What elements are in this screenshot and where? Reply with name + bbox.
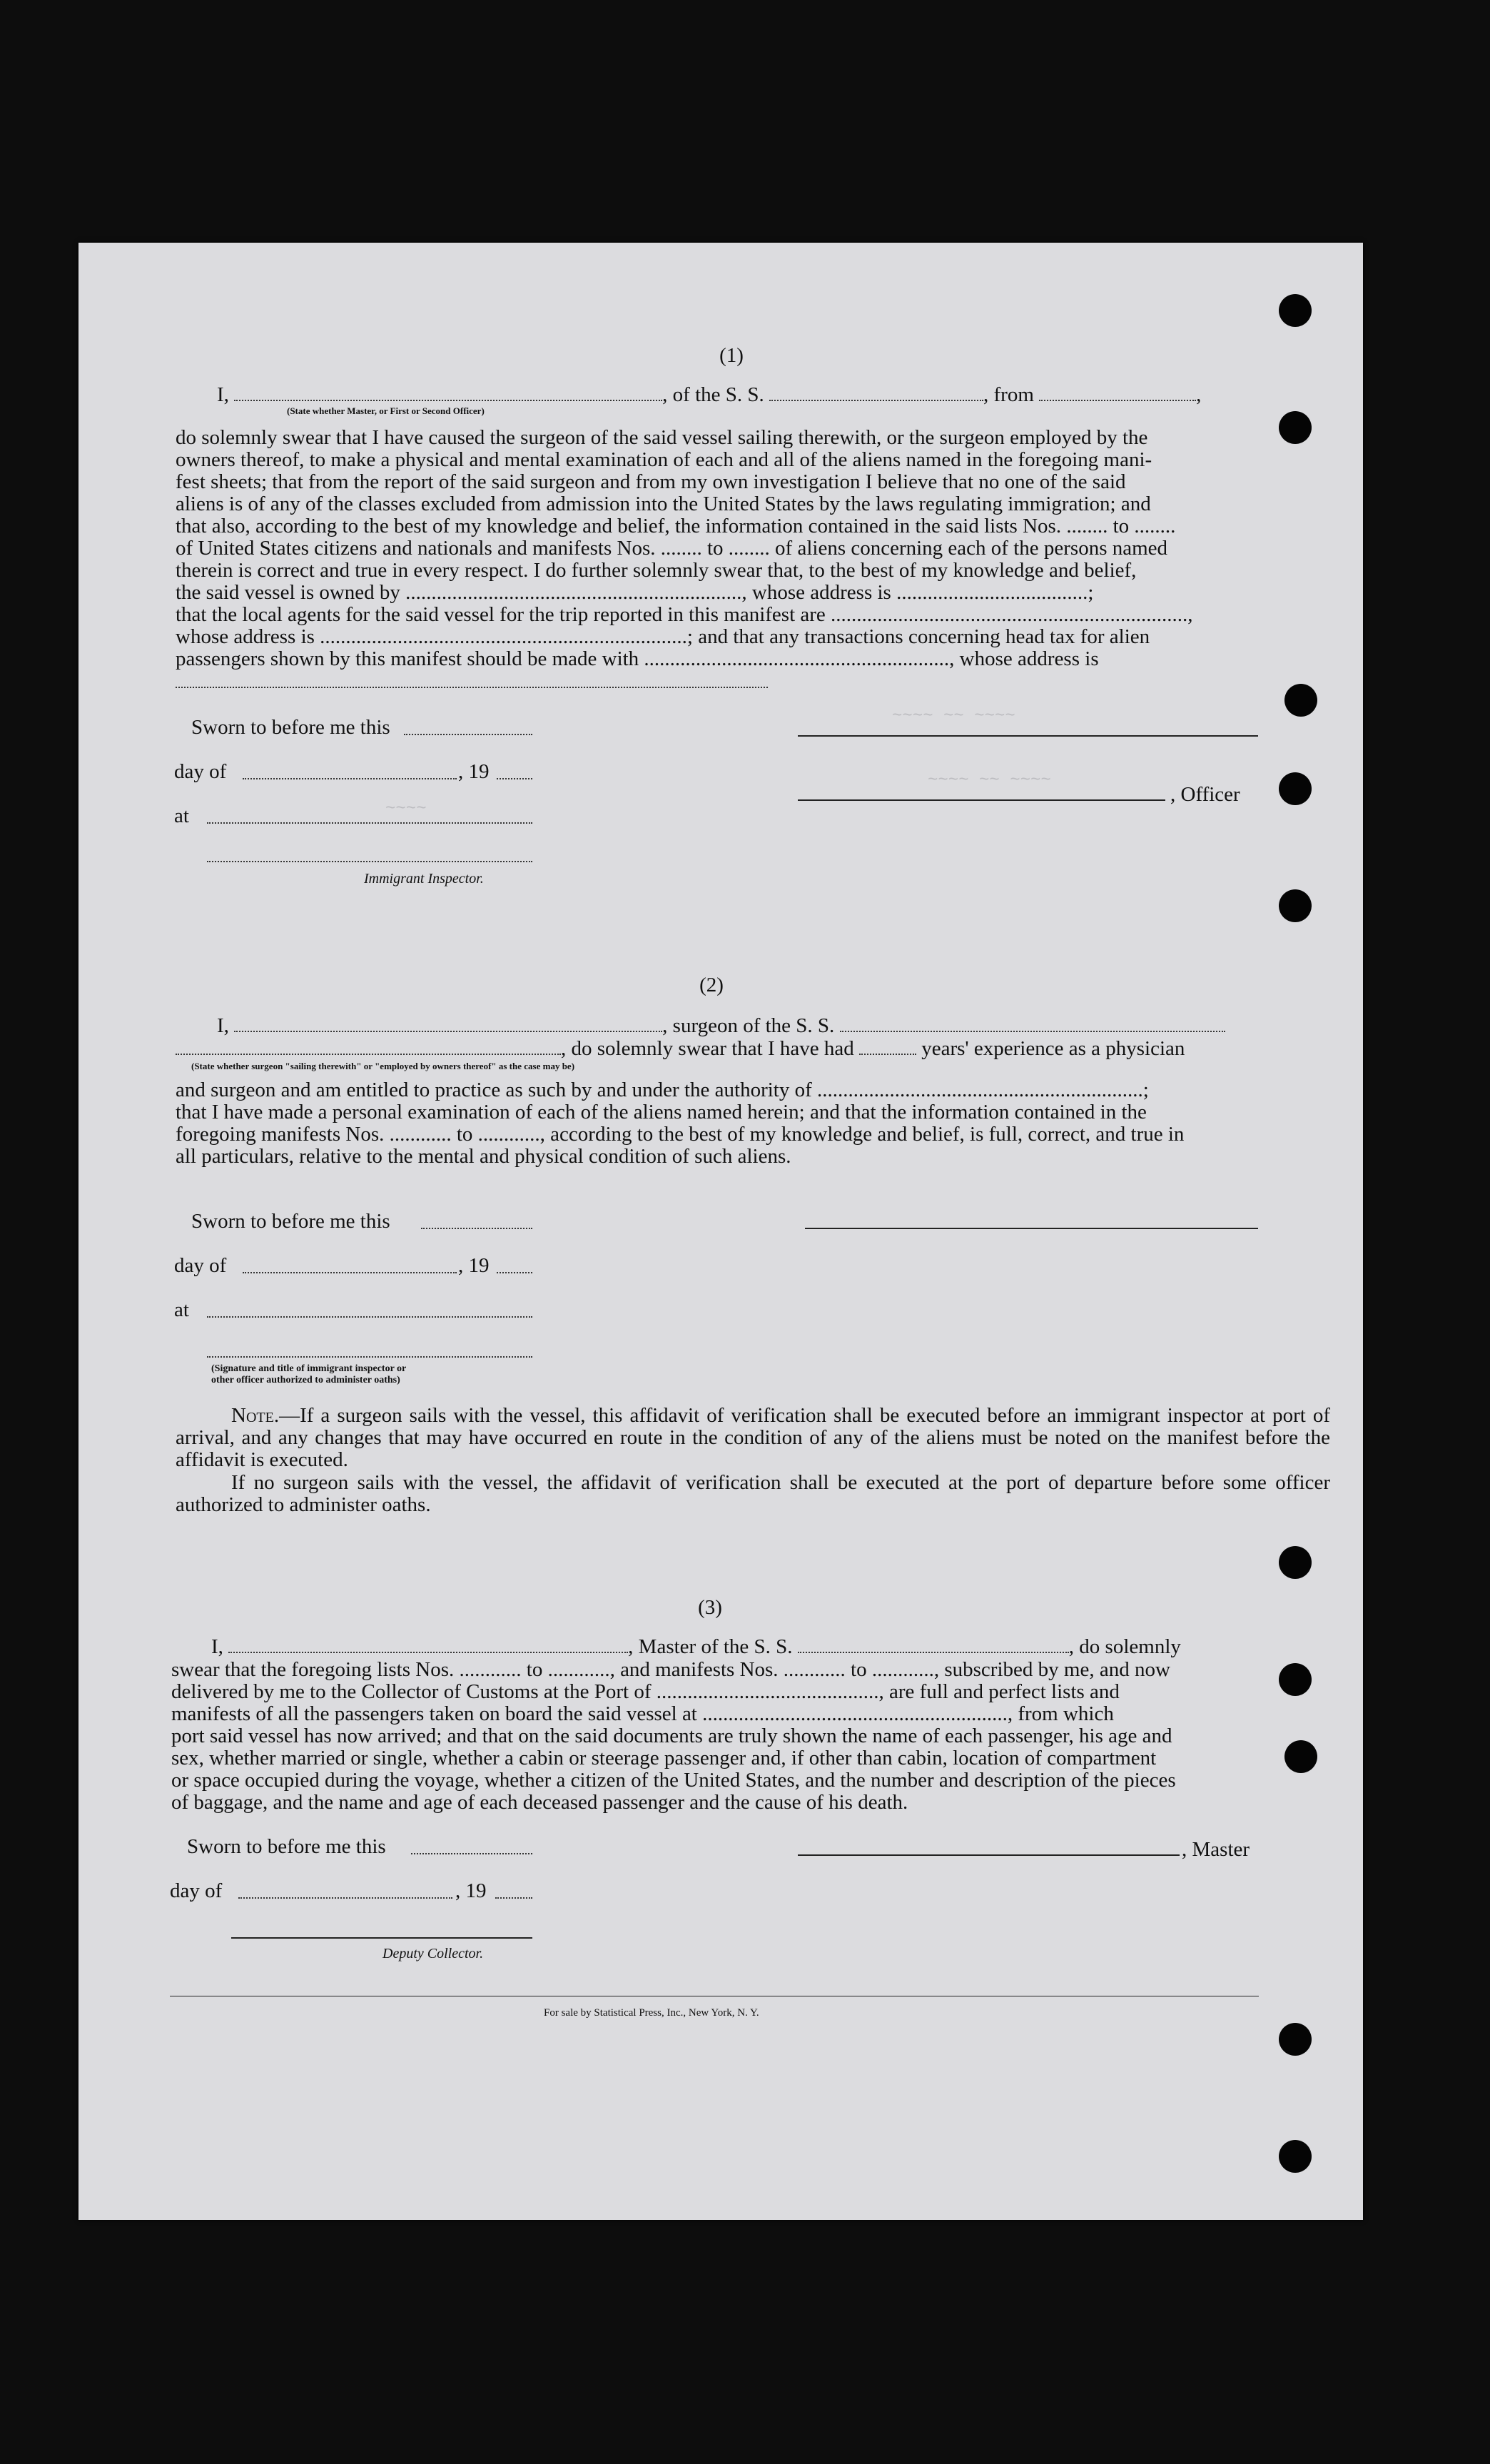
punch-hole: [1279, 294, 1312, 327]
sworn-month-blank[interactable]: [238, 1897, 452, 1899]
section-3-line: port said vessel has now arrived; and that on the said documents are truly shown the name of each passenger, his age and: [171, 1725, 1172, 1747]
section-2-line: foregoing manifests Nos. ............ to ............, according to the best of my knowledge and belief, is full, correct, and true in: [176, 1123, 1185, 1146]
section-2-line: all particulars, relative to the mental and physical condition of such aliens.: [176, 1145, 791, 1168]
vessel-name-blank[interactable]: [769, 385, 983, 401]
section-1-line: that the local agents for the said vessel for the trip reported in this manifest are .....................................................................,: [176, 603, 1193, 626]
bleed-through-text: ~~~~ ~~ ~~~~: [892, 707, 1015, 726]
sworn-day-blank[interactable]: [421, 1228, 532, 1229]
section-1-line: whose address is .......................................................................; and that any transactions concerning head tax for alien: [176, 625, 1150, 648]
note-text-2: If no surgeon sails with the vessel, the affidavit of verification shall be executed at the port of departure before some officer authorized to administer oaths.: [176, 1471, 1330, 1516]
officer-signature-blank[interactable]: [207, 1356, 532, 1358]
officer-note: (State whether Master, or First or Second Officer): [287, 405, 485, 416]
section-1-of-ss: , of the S. S.: [662, 383, 764, 406]
surgeon-capacity-blank[interactable]: [176, 1039, 561, 1055]
section-2-swear-line: [176, 1038, 1330, 1060]
collector-signature-line[interactable]: [231, 1937, 532, 1939]
section-2-sworn: Sworn to before me this: [191, 1210, 390, 1233]
section-2-years: years' experience as a physician: [921, 1037, 1185, 1060]
section-1-sworn: Sworn to before me this: [191, 716, 390, 739]
section-2-line: and surgeon and am entitled to practice as such by and under the authority of ...............................................................;: [176, 1079, 1149, 1101]
section-2-opening-line: [217, 1015, 1330, 1037]
years-experience-blank[interactable]: [859, 1039, 916, 1055]
collector-caption: Deputy Collector.: [382, 1946, 484, 1961]
section-3-line: sex, whether married or single, whether a cabin or steerage passenger and, if other than cabin, location of compartment: [171, 1747, 1157, 1769]
master-vessel-blank[interactable]: [798, 1637, 1069, 1653]
punch-hole: [1279, 2140, 1312, 2173]
sworn-day-blank[interactable]: [411, 1853, 532, 1854]
surgeon-note-paragraph: [176, 1405, 1330, 1471]
manifest-affidavit-page: [78, 243, 1363, 2220]
punch-hole: [1284, 684, 1317, 717]
section-1-line: aliens is of any of the classes excluded from admission into the United States by the laws regulating immigration; and: [176, 493, 1151, 515]
sworn-year-blank[interactable]: [497, 1272, 532, 1273]
surgeon-vessel-blank[interactable]: [840, 1016, 1225, 1032]
section-1-body: [176, 427, 1330, 670]
bleed-through-text: ~~~~ ~~ ~~~~: [928, 771, 1051, 790]
officer-signature-line[interactable]: [798, 799, 1165, 801]
sworn-place-blank[interactable]: [207, 1316, 532, 1318]
section-3-day-of: day of: [170, 1879, 223, 1902]
note-text: —If a surgeon sails with the vessel, this affidavit of verification shall be executed before an immigrant inspector at port of arrival, and any changes that may have occurred en route in the condition of any of the aliens must be noted on the manifest before the affidavit is executed.: [176, 1404, 1330, 1471]
section-2-day-of: day of: [174, 1254, 227, 1277]
section-3-year: , 19: [455, 1879, 487, 1902]
inspector-caption: Immigrant Inspector.: [364, 871, 484, 887]
section-2-swear: , do solemnly swear that I have had: [561, 1037, 854, 1060]
section-2-body: [176, 1079, 1330, 1168]
section-1-opening: I,: [217, 383, 229, 406]
note-label: Note.: [231, 1404, 280, 1427]
section-1-line: owners thereof, to make a physical and mental examination of each and all of the aliens named in the foregoing mani-: [176, 448, 1152, 471]
section-3-master-of: , Master of the S. S.: [628, 1635, 793, 1658]
agent-address-blank[interactable]: [176, 687, 768, 688]
section-1-from: , from: [983, 383, 1034, 406]
master-name-blank[interactable]: [228, 1637, 628, 1653]
section-3-opening: I,: [211, 1635, 223, 1658]
punch-hole: [1279, 889, 1312, 922]
surgeon-note: (State whether surgeon "sailing therewith" or "employed by owners thereof" as the case may be): [191, 1061, 575, 1071]
sworn-day-blank[interactable]: [404, 734, 532, 735]
section-1-line: that also, according to the best of my knowledge and belief, the information contained in the said lists Nos. ........ to ........: [176, 515, 1176, 537]
section-3-line: delivered by me to the Collector of Customs at the Port of ..........................................., are full and perfect lists and: [171, 1680, 1120, 1703]
section-2-opening: I,: [217, 1014, 229, 1037]
section-3-sworn: Sworn to before me this: [187, 1835, 386, 1858]
section-1-number: (1): [719, 344, 744, 367]
section-1-line: fest sheets; that from the report of the said surgeon and from my own investigation I believe that no one of the said: [176, 470, 1126, 493]
section-1-line: the said vessel is owned by ................................................................., whose address is .....................................;: [176, 581, 1094, 604]
inspector-signature-blank[interactable]: [207, 861, 532, 862]
section-3-line: swear that the foregoing lists Nos. ............ to ............, and manifests Nos. ............ to ............, subscribed by me, and now: [171, 1658, 1170, 1681]
section-3-line: of baggage, and the name and age of each deceased passenger and the cause of his death.: [171, 1791, 908, 1814]
port-from-blank[interactable]: [1039, 385, 1196, 401]
master-signature-line[interactable]: [798, 1854, 1180, 1856]
sworn-month-blank[interactable]: [243, 778, 457, 779]
sworn-month-blank[interactable]: [243, 1272, 457, 1273]
surgeon-note-paragraph-2: [176, 1472, 1330, 1516]
section-1-opening-line: I, , of the S. S. , from ,: [217, 383, 1202, 406]
section-1-at: at: [174, 804, 189, 827]
sworn-year-blank[interactable]: [497, 778, 532, 779]
bleed-through-text: ~~~~: [385, 799, 427, 819]
section-1-day-of: day of: [174, 760, 227, 783]
section-3-line: or space occupied during the voyage, whether a citizen of the United States, and the number and description of the pieces: [171, 1769, 1176, 1792]
officer-name-blank[interactable]: [234, 385, 662, 401]
section-3-opening-line: [211, 1636, 1330, 1658]
punch-hole: [1279, 2023, 1312, 2056]
section-1-line: therein is correct and true in every respect. I do further solemnly swear that, to the best of my knowledge and belief,: [176, 559, 1137, 582]
section-1-line: of United States citizens and nationals and manifests Nos. ........ to ........ of aliens concerning each of the persons named: [176, 537, 1168, 560]
signature-caption: (Signature and title of immigrant inspector or: [211, 1363, 407, 1374]
section-3-body: [171, 1659, 1330, 1814]
section-2-line: that I have made a personal examination of each of the aliens named herein; and that the information contained in the: [176, 1101, 1147, 1124]
punch-hole: [1279, 772, 1312, 805]
signature-caption: other officer authorized to administer oaths): [211, 1375, 400, 1385]
surgeon-name-blank[interactable]: [234, 1016, 662, 1032]
printer-footer: For sale by Statistical Press, Inc., New York, N. Y.: [544, 2007, 759, 2019]
section-2-year: , 19: [458, 1254, 490, 1277]
master-label: , Master: [1182, 1838, 1250, 1861]
section-3-solemnly: , do solemnly: [1068, 1635, 1181, 1658]
section-3-number: (3): [698, 1596, 722, 1619]
officer-label: , Officer: [1170, 783, 1240, 806]
section-2-at: at: [174, 1298, 189, 1321]
surgeon-signature-line[interactable]: [805, 1228, 1258, 1229]
section-1-line: do solemnly swear that I have caused the surgeon of the said vessel sailing therewith, or the surgeon employed by the: [176, 426, 1148, 449]
punch-hole: [1279, 1546, 1312, 1579]
section-3-line: manifests of all the passengers taken on board the said vessel at ..........................................................., from which: [171, 1702, 1114, 1725]
section-1-line: passengers shown by this manifest should be made with ..........................................................., whose address is: [176, 647, 1099, 670]
section-1-year: , 19: [458, 760, 490, 783]
officer-signature-line[interactable]: [798, 735, 1258, 737]
section-2-surgeon-of: , surgeon of the S. S.: [662, 1014, 835, 1037]
sworn-place-blank[interactable]: [207, 822, 532, 824]
section-2-number: (2): [699, 974, 724, 996]
sworn-year-blank[interactable]: [495, 1897, 532, 1899]
